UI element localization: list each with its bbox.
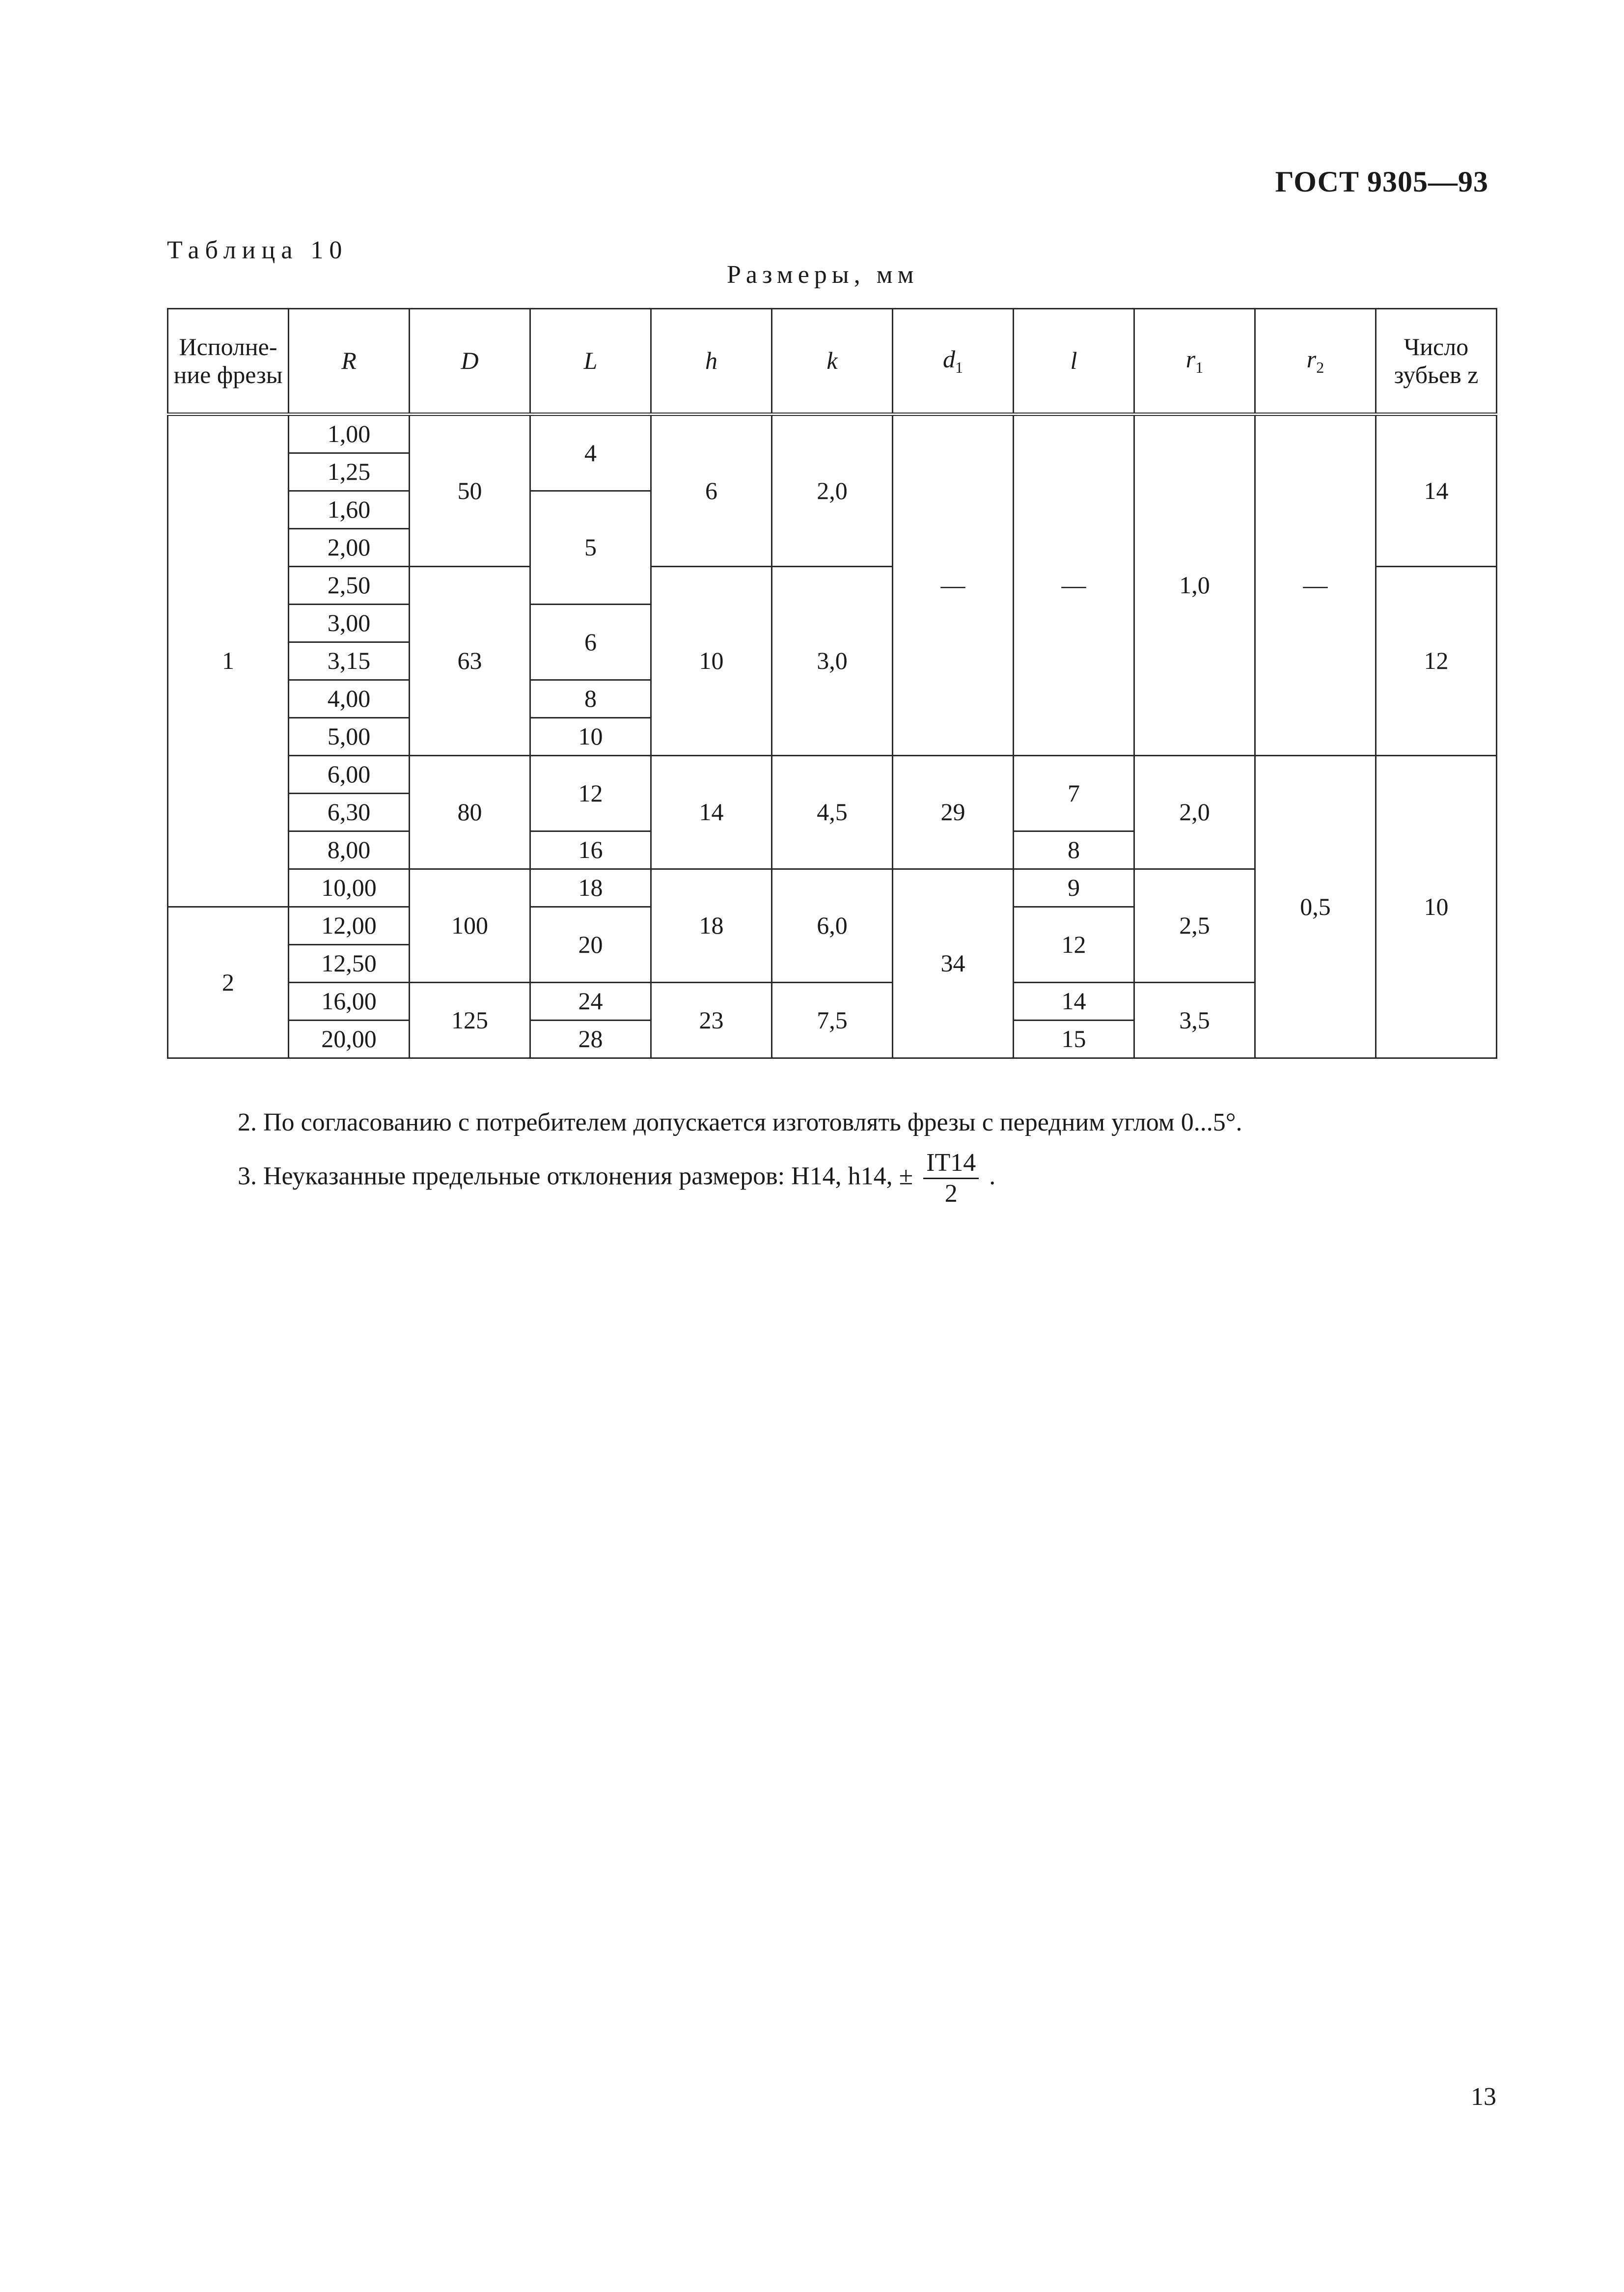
cell-L: 20 (530, 907, 651, 983)
header-L: L (530, 309, 651, 414)
cell-R: 12,50 (289, 945, 410, 983)
table-title: Таблица 10 (167, 236, 348, 264)
cell-k: 4,5 (772, 756, 893, 869)
cell-r1: 2,5 (1134, 869, 1255, 983)
cell-R: 8,00 (289, 831, 410, 869)
cell-z: 14 (1376, 414, 1497, 567)
cell-h: 23 (651, 983, 772, 1058)
header-r2-sub: 2 (1316, 359, 1324, 377)
header-d1-sub: 1 (955, 359, 963, 377)
cell-r1: 1,0 (1134, 414, 1255, 756)
cell-R: 6,30 (289, 794, 410, 831)
cell-L: 12 (530, 756, 651, 831)
cell-l: — (1014, 414, 1134, 756)
cell-r2: — (1255, 414, 1376, 756)
header-R: R (289, 309, 410, 414)
notes (238, 1110, 1242, 1221)
cell-D: 63 (410, 567, 530, 756)
cell-r1: 3,5 (1134, 983, 1255, 1058)
header-r1-base: r (1185, 345, 1196, 373)
cell-l: 7 (1014, 756, 1134, 831)
header-d1-base: d (943, 345, 955, 373)
note-3 (238, 1150, 1242, 1207)
cell-R: 20,00 (289, 1021, 410, 1058)
cell-R: 12,00 (289, 907, 410, 945)
cell-R: 2,00 (289, 529, 410, 567)
header-r2-base: r (1306, 345, 1317, 373)
cell-k: 3,0 (772, 567, 893, 756)
header-r1-sub: 1 (1195, 359, 1204, 377)
page-number: 13 (1471, 2083, 1496, 2111)
note-2: 2. По согласованию с потребителем допускается изготовлять фрезы с передним углом 0...5°. (238, 1108, 1242, 1136)
cell-d1: — (893, 414, 1014, 756)
cell-L: 5 (530, 491, 651, 605)
header-variant: Исполне-ние фрезы (168, 309, 289, 414)
cell-R: 6,00 (289, 756, 410, 794)
cell-L: 28 (530, 1021, 651, 1058)
header-d1 (893, 309, 1014, 414)
header-h: h (651, 309, 772, 414)
header-r2 (1255, 309, 1376, 414)
cell-variant: 1 (168, 414, 289, 907)
cell-k: 2,0 (772, 414, 893, 567)
cell-R: 5,00 (289, 718, 410, 756)
cell-L: 6 (530, 605, 651, 680)
cell-z: 10 (1376, 756, 1497, 1058)
cell-D: 80 (410, 756, 530, 869)
cell-l: 15 (1014, 1021, 1134, 1058)
tolerance-fraction (923, 1150, 979, 1207)
cell-R: 1,00 (289, 414, 410, 453)
cell-R: 16,00 (289, 983, 410, 1021)
cell-l: 9 (1014, 869, 1134, 907)
header-D: D (410, 309, 530, 414)
cell-D: 100 (410, 869, 530, 983)
cell-k: 6,0 (772, 869, 893, 983)
cell-R: 3,00 (289, 605, 410, 642)
cell-r2: 0,5 (1255, 756, 1376, 1058)
cell-L: 10 (530, 718, 651, 756)
fraction-denominator: 2 (944, 1180, 958, 1208)
cell-h: 10 (651, 567, 772, 756)
table-row (168, 414, 1497, 453)
header-k: k (772, 309, 893, 414)
cell-R: 1,25 (289, 453, 410, 491)
cell-z: 12 (1376, 567, 1497, 756)
cell-R: 3,15 (289, 642, 410, 680)
cell-l: 8 (1014, 831, 1134, 869)
cell-d1: 34 (893, 869, 1014, 1058)
cell-R: 4,00 (289, 680, 410, 718)
cell-h: 14 (651, 756, 772, 869)
cell-l: 12 (1014, 907, 1134, 983)
cell-L: 16 (530, 831, 651, 869)
table-row (168, 756, 1497, 794)
note-3-text: 3. Неуказанные предельные отклонения размеров: H14, h14, ± (238, 1162, 913, 1190)
cell-D: 50 (410, 414, 530, 567)
cell-h: 18 (651, 869, 772, 983)
cell-R: 10,00 (289, 869, 410, 907)
header-z: Число зубьев z (1376, 309, 1497, 414)
cell-L: 18 (530, 869, 651, 907)
dimensions-table (167, 308, 1497, 1059)
note-3-end: . (989, 1162, 996, 1190)
cell-h: 6 (651, 414, 772, 567)
cell-L: 4 (530, 414, 651, 491)
cell-L: 8 (530, 680, 651, 718)
header-r1 (1134, 309, 1255, 414)
cell-r1: 2,0 (1134, 756, 1255, 869)
fraction-numerator: IT14 (923, 1150, 979, 1179)
cell-variant: 2 (168, 907, 289, 1058)
cell-k: 7,5 (772, 983, 893, 1058)
units-caption: Размеры, мм (727, 261, 919, 289)
cell-D: 125 (410, 983, 530, 1058)
cell-d1: 29 (893, 756, 1014, 869)
cell-l: 14 (1014, 983, 1134, 1021)
cell-R: 1,60 (289, 491, 410, 529)
header-row (168, 309, 1497, 414)
cell-R: 2,50 (289, 567, 410, 605)
header-l: l (1014, 309, 1134, 414)
cell-L: 24 (530, 983, 651, 1021)
standard-code: ГОСТ 9305—93 (1275, 166, 1488, 198)
